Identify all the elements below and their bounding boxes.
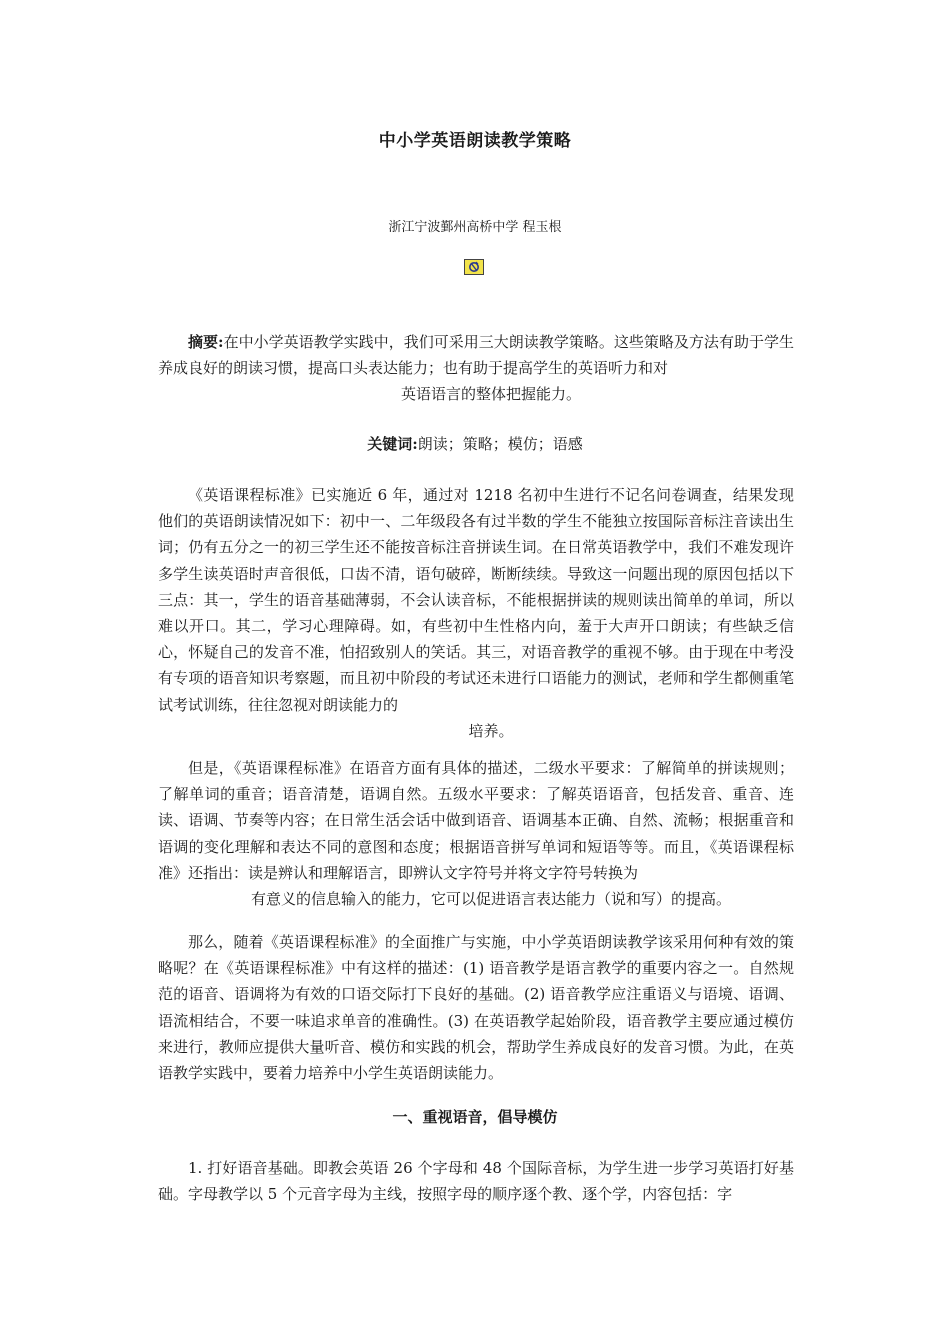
body-paragraph-1	[158, 482, 794, 744]
paragraph-2-body: 但是，《英语课程标准》在语音方面有具体的描述，二级水平要求：了解简单的拼读规则；了解单词的重音；语音清楚，语调自然。五级水平要求：了解英语语音，包括发音、重音、连读、语调、节奏等内容；在日常生活会话中做到语音、语调基本正确、自然、流畅；根据重音和语调的变化理解和表达不同的意图和态度；根据语音拼写单词和短语等等。而且，《英语课程标准》还指出：读是辨认和理解语言，即辨认文字符号并将文字符号转换为	[158, 759, 794, 882]
keywords-line	[0, 433, 950, 454]
section-heading: 一、重视语音，倡导模仿	[392, 1108, 558, 1126]
body-paragraph-2	[158, 755, 794, 912]
embedded-object-icon[interactable]	[464, 259, 484, 275]
keywords-label: 关键词:	[367, 435, 418, 453]
abstract-paragraph	[158, 329, 794, 408]
author-line: 浙江宁波鄞州高桥中学 程玉根	[388, 220, 562, 235]
body-paragraph-3	[158, 929, 794, 1086]
keywords-body: 朗读；策略；模仿；语感	[417, 435, 583, 453]
abstract-last-line: 英语语言的整体把握能力。	[400, 385, 581, 404]
abstract-label: 摘要:	[188, 333, 224, 351]
document-title: 中小学英语朗读教学策略	[378, 131, 572, 151]
abstract-body: 在中小学英语教学实践中，我们可采用三大朗读教学策略。这些策略及方法有助于学生养成良好的朗读习惯，提高口头表达能力；也有助于提高学生的英语听力和对	[158, 333, 794, 378]
paragraph-2-last-line: 有意义的信息输入的能力，它可以促进语言表达能力（说和写）的提高。	[250, 890, 731, 909]
section-paragraph: 1. 打好语音基础。即教会英语 26 个字母和 48 个国际音标，为学生进一步学习英语打好基础。字母教学以 5 个元音字母为主线，按照字母的顺序逐个教、逐个学，内容包括：字	[158, 1159, 794, 1204]
paragraph-1-last-line: 培养。	[468, 721, 514, 740]
paragraph-3-body: 那么，随着《英语课程标准》的全面推广与实施，中小学英语朗读教学该采用何种有效的策略呢？在《英语课程标准》中有这样的描述：(1) 语音教学是语言教学的重要内容之一。自然规范的语音、语调将为有效的口语交际打下良好的基础。(2) 语音教学应注重语义与语境、语调、语流相结合，不要一味追求单音的准确性。(3) 在英语教学起始阶段，语音教学主要应通过模仿来进行，教师应提供大量听音、模仿和实践的机会，帮助学生养成良好的发音习惯。为此，在英语教学实践中，要着力培养中小学生英语朗读能力。	[158, 933, 794, 1083]
paragraph-1-body: 《英语课程标准》已实施近 6 年，通过对 1218 名初中生进行不记名问卷调查，结果发现他们的英语朗读情况如下：初中一、二年级段各有过半数的学生不能独立按国际音标注音读出生词；仍有五分之一的初三学生还不能按音标注音拼读生词。在日常英语教学中，我们不难发现许多学生读英语时声音很低，口齿不清，语句破碎，断断续续。导致这一问题出现的原因包括以下三点：其一，学生的语音基础薄弱，不会认读音标，不能根据拼读的规则读出简单的单词，所以难以开口。其二，学习心理障碍。如，有些初中生性格内向，羞于大声开口朗读；有些缺乏信心，怀疑自己的发音不准，怕招致别人的笑话。其三，对语音教学的重视不够。由于现在中考没有专项的语音知识考察题，而且初中阶段的考试还未进行口语能力的测试，老师和学生都侧重笔试考试训练，往往忽视对朗读能力的	[158, 486, 794, 714]
